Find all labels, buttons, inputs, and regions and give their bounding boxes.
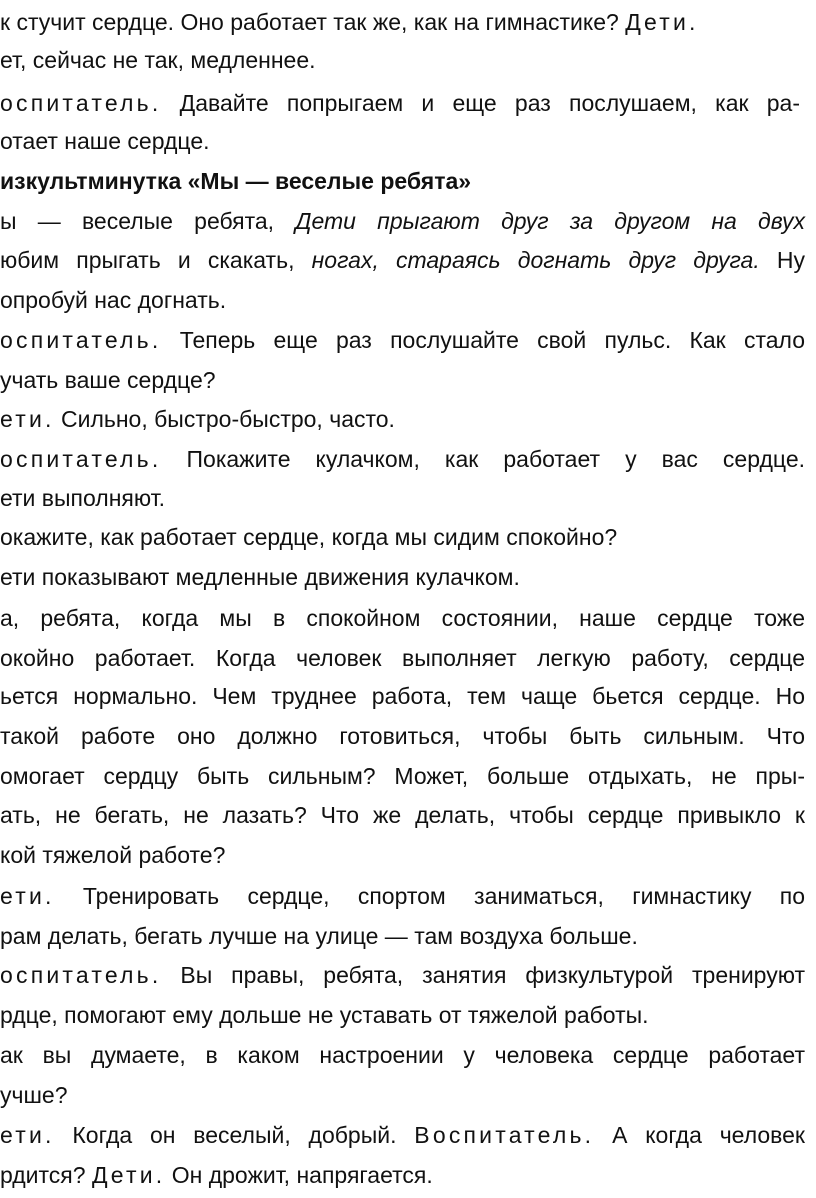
text-line [0,206,805,236]
text-run: Сильно, быстро-быстро, часто. [54,406,395,432]
text-run: рам делать, бегать лучше на улице — там воздуха больше. [0,923,638,949]
speaker-label: ети. [0,1122,55,1148]
text-line [0,681,805,711]
text-line [0,7,800,37]
text-line [0,245,805,275]
speaker-label: оспитатель. [0,962,162,988]
text-line [0,1080,68,1110]
text-line [0,1000,649,1030]
text-run: Давайте попрыгаем и еще раз послушаем, как ра- [161,90,800,116]
text-line [0,562,520,592]
text-line [0,285,226,315]
speaker-label: оспитатель. [0,90,162,116]
text-run: к стучит сердце. Оно работает так же, как на гимнастике? [0,9,626,35]
speaker-label: ети. [0,883,55,909]
text-line [0,126,210,156]
text-line [0,1120,805,1150]
text-run: Тренировать сердце, спортом заниматься, гимнастику по [54,883,805,909]
text-line [0,404,395,434]
text-line [0,483,165,513]
text-run: А когда человек [594,1122,805,1148]
text-line [0,1160,433,1190]
text-run: юбим прыгать и скакать, [0,247,312,273]
text-line [0,325,805,355]
text-line [0,365,216,395]
text-line [0,603,805,633]
text-run: ети показывают медленные движения кулачком. [0,564,520,590]
text-run: ать, не бегать, не лазать? Что же делать, чтобы сердце привыкло к [0,802,805,828]
stage-direction: ногах, стараясь догнать друг друга. [311,247,760,273]
text-run: Вы правы, ребята, занятия физкультурой тренируют [161,962,805,988]
text-run: Он дрожит, напрягается. [165,1162,433,1188]
text-line [0,444,805,474]
text-line [0,761,805,791]
text-run: учать ваше сердце? [0,367,216,393]
heading-line [0,166,471,196]
text-line [0,840,225,870]
speaker-label: Дети. [91,1162,166,1188]
text-run: ы — веселые ребята, [0,208,296,234]
text-line [0,800,805,830]
text-line [0,721,805,751]
speaker-label: Дети. [625,9,699,35]
text-run: Ну [759,247,806,273]
text-run: учше? [0,1082,68,1108]
speaker-label: оспитатель. [0,446,162,472]
text-run: ьется нормально. Чем труднее работа, тем чаще бьется сердце. Но [0,683,805,709]
text-run: рдце, помогают ему дольше не уставать от тяжелой работы. [0,1002,649,1028]
text-line [0,881,805,911]
text-run: кой тяжелой работе? [0,842,226,868]
text-run: Когда он веселый, добрый. [54,1122,415,1148]
text-run: ет, сейчас не так, медленнее. [0,47,316,73]
speaker-label: Воспитатель. [414,1122,595,1148]
text-run: омогает сердцу быть сильным? Может, больше отдыхать, не пры- [0,763,805,789]
text-run: опробуй нас догнать. [0,287,227,313]
text-line [0,1040,805,1070]
text-run: ак вы думаете, в каком настроении у человека сердце работает [0,1042,805,1068]
text-run: Покажите кулачком, как работает у вас сердце. [161,446,805,472]
text-run: Теперь еще раз послушайте свой пульс. Как стало [161,327,805,353]
text-line [0,960,805,990]
text-run: отает наше сердце. [0,128,210,154]
text-line [0,88,800,118]
heading-text: изкультминутка «Мы — веселые ребята» [0,168,472,194]
text-line [0,921,638,951]
text-run: окажите, как работает сердце, когда мы сидим спокойно? [0,524,618,550]
speaker-label: оспитатель. [0,327,162,353]
text-run: окойно работает. Когда человек выполняет легкую работу, сердце [0,645,805,671]
text-line [0,522,617,552]
text-line [0,45,316,75]
speaker-label: ети. [0,406,55,432]
text-run: ети выполняют. [0,485,165,511]
text-line [0,643,805,673]
text-run: рдится? [0,1162,92,1188]
text-run: а, ребята, когда мы в спокойном состоянии, наше сердце тоже [0,605,805,631]
stage-direction: Дети прыгают друг за другом на двух [295,208,805,234]
text-run: такой работе оно должно готовиться, чтобы быть сильным. Что [0,723,805,749]
